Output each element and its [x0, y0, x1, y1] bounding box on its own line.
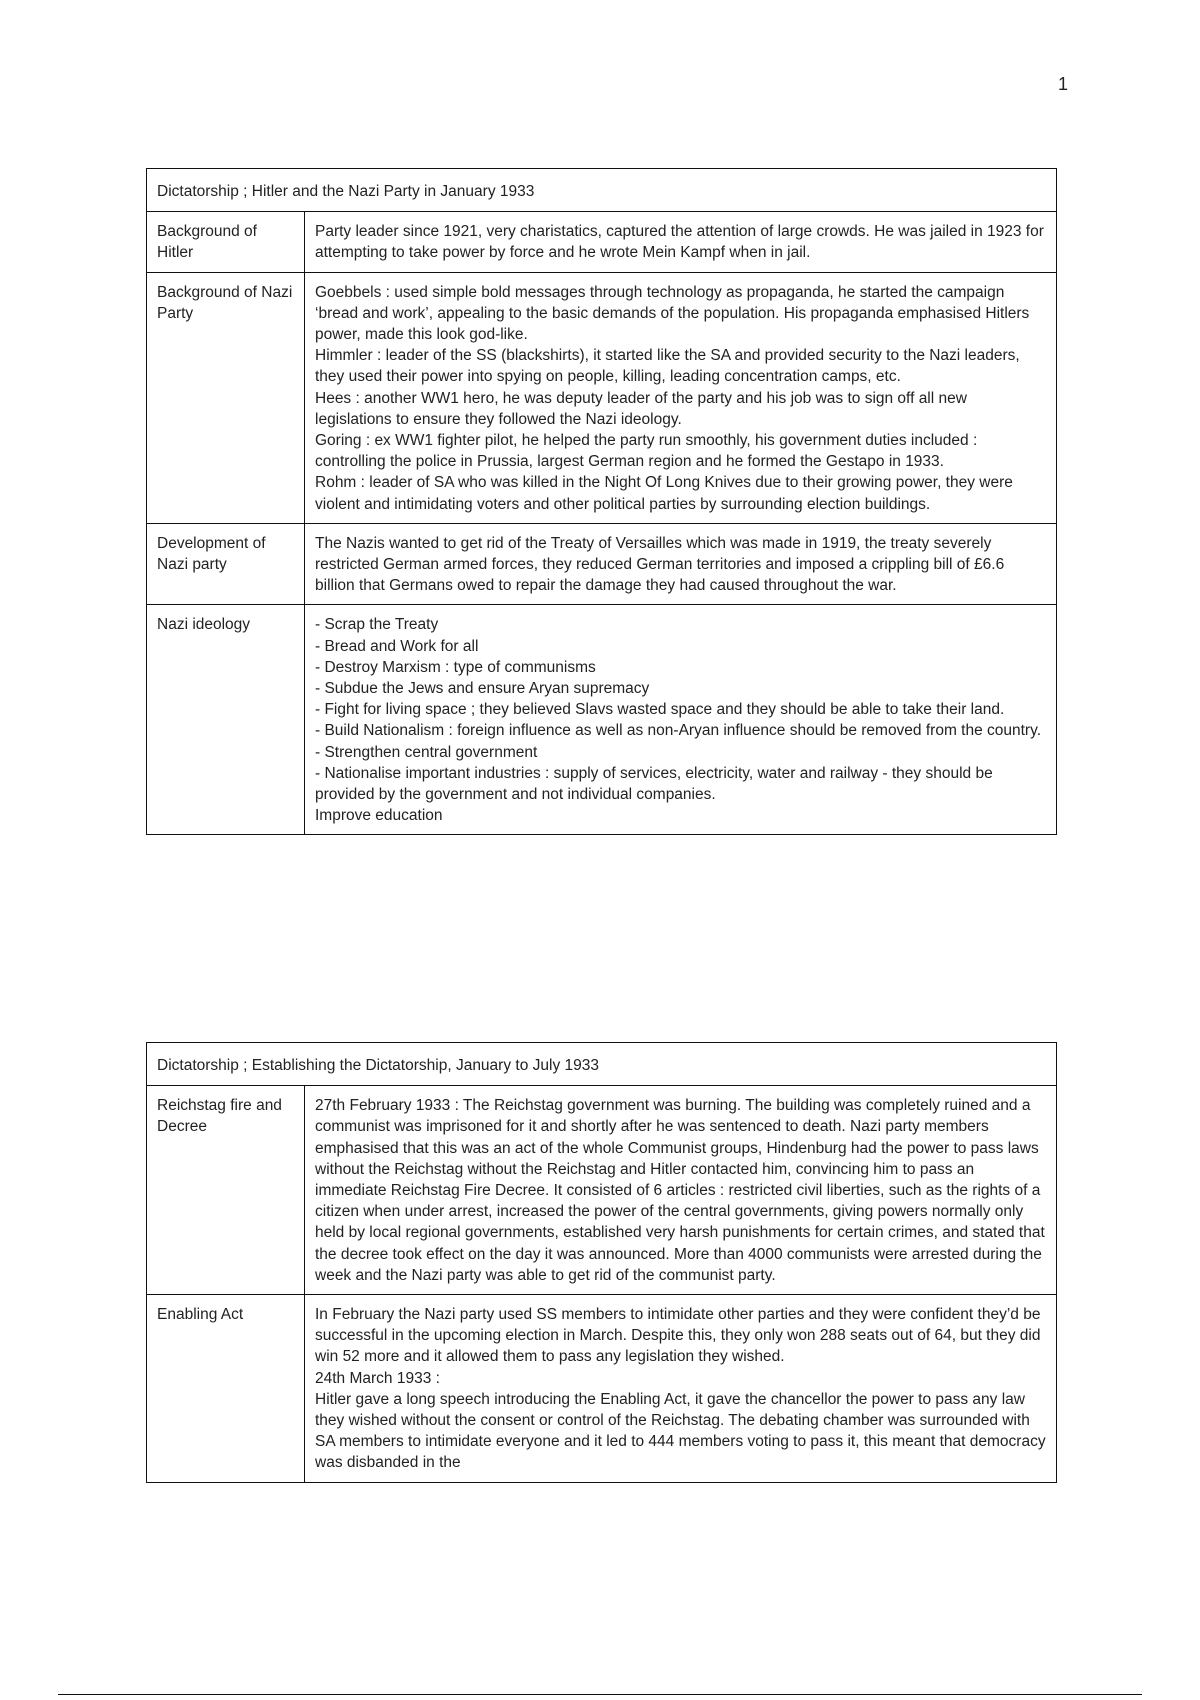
table-title: Dictatorship ; Establishing the Dictatorship, January to July 1933	[147, 1043, 1057, 1086]
row-label: Background of Hitler	[147, 212, 305, 272]
table-title-row	[147, 169, 1057, 212]
row-content	[305, 1086, 1057, 1295]
content-line: Hees : another WW1 hero, he was deputy leader of the party and his job was to sign off all new legislations to ensure they followed the Nazi ideology.	[315, 389, 967, 428]
content-line: In February the Nazi party used SS members to intimidate other parties and they were confident they’d be successful in the upcoming election in March. Despite this, they only won 288 seats out of 64, but they did win 52 more and it allowed them to pass any legislation they wished.	[315, 1306, 1041, 1366]
content-line: - Subdue the Jews and ensure Aryan supremacy	[315, 680, 650, 698]
content-line: - Fight for living space ; they believed Slavs wasted space and they should be able to take their land.	[315, 701, 1005, 719]
table-row	[147, 272, 1057, 523]
table-row	[147, 212, 1057, 272]
content-line: - Strengthen central government	[315, 743, 538, 761]
table-row	[147, 605, 1057, 835]
content-line: Party leader since 1921, very charistatics, captured the attention of large crowds. He was jailed in 1923 for attempting to take power by force and he wrote Mein Kampf when in jail.	[315, 223, 1044, 262]
content-line: 27th February 1933 : The Reichstag government was burning. The building was completely ruined and a communist was imprisoned for it and shortly after he was sentenced to death. Nazi party members emphasised that this was an act of the whole Communist groups, Hindenburg had the power to pass laws without the Reichstag without the Reichstag and Hitler contacted him, convincing him to pass an immediate Reichstag Fire Decree. It consisted of 6 articles : restricted civil liberties, such as the rights of a citizen when under arrest, increased the power of the central governments, giving powers normally only held by local regional governments, established very harsh punishments for certain crimes, and stated that the decree took effect on the day it was announced. More than 4000 communists were arrested during the week and the Nazi party was able to get rid of the communist party.	[315, 1097, 1045, 1284]
table-row	[147, 1086, 1057, 1295]
content-line: 24th March 1933 :	[315, 1369, 440, 1387]
content-line: Goring : ex WW1 fighter pilot, he helped the party run smoothly, his government duties included : controlling the police in Prussia, largest German region and he formed the Gestapo in 1933.	[315, 432, 978, 471]
row-content	[305, 605, 1057, 835]
row-label: Background of Nazi Party	[147, 272, 305, 523]
content-line: Rohm : leader of SA who was killed in the Night Of Long Knives due to their growing power, they were violent and intimidating voters and other political parties by surrounding election buildings.	[315, 474, 1013, 513]
footer-divider	[58, 1694, 1142, 1695]
row-content	[305, 523, 1057, 605]
content-line: Himmler : leader of the SS (blackshirts), it started like the SA and provided security to the Nazi leaders, they used their power into spying on people, killing, leading concentration camps, etc.	[315, 347, 1020, 386]
table-title-row	[147, 1043, 1057, 1086]
table-title: Dictatorship ; Hitler and the Nazi Party in January 1933	[147, 169, 1057, 212]
row-label: Enabling Act	[147, 1295, 305, 1483]
content-line: - Destroy Marxism : type of communisms	[315, 658, 596, 676]
row-label: Reichstag fire and Decree	[147, 1086, 305, 1295]
content-line: - Nationalise important industries : supply of services, electricity, water and railway - they should be provided by the government and not individual companies.	[315, 764, 993, 804]
content-line: Goebbels : used simple bold messages through technology as propaganda, he started the campaign ‘bread and work’, appealing to the basic demands of the population. His propaganda emphasised Hitlers power, made this look god-like.	[315, 283, 1030, 344]
row-content	[305, 212, 1057, 272]
content-line: Improve education	[315, 807, 443, 825]
content-line: Hitler gave a long speech introducing the Enabling Act, it gave the chancellor the power to pass any law they wished without the consent or control of the Reichstag. The debating chamber was surrounded with SA members to intimidate everyone and it led to 444 members voting to pass it, this meant that democracy was disbanded in the	[315, 1390, 1046, 1472]
table-row	[147, 523, 1057, 605]
row-content	[305, 1295, 1057, 1483]
row-content	[305, 272, 1057, 523]
content-line: The Nazis wanted to get rid of the Treaty of Versailles which was made in 1919, the treaty severely restricted German armed forces, they reduced German territories and imposed a crippling bill of £6.6 billion that Germans owed to repair the damage they had caused throughout the war.	[315, 534, 1005, 595]
row-label: Nazi ideology	[147, 605, 305, 835]
notes-table-hitler-nazi-party-1933	[146, 168, 1057, 835]
notes-table-establishing-dictatorship	[146, 1042, 1057, 1483]
content-line: - Build Nationalism : foreign influence as well as non-Aryan influence should be removed from the country.	[315, 722, 1042, 740]
content-line: - Bread and Work for all	[315, 637, 479, 655]
page-number: 1	[1057, 74, 1068, 94]
content-line: - Scrap the Treaty	[315, 616, 439, 634]
table-row	[147, 1295, 1057, 1483]
row-label: Development of Nazi party	[147, 523, 305, 605]
